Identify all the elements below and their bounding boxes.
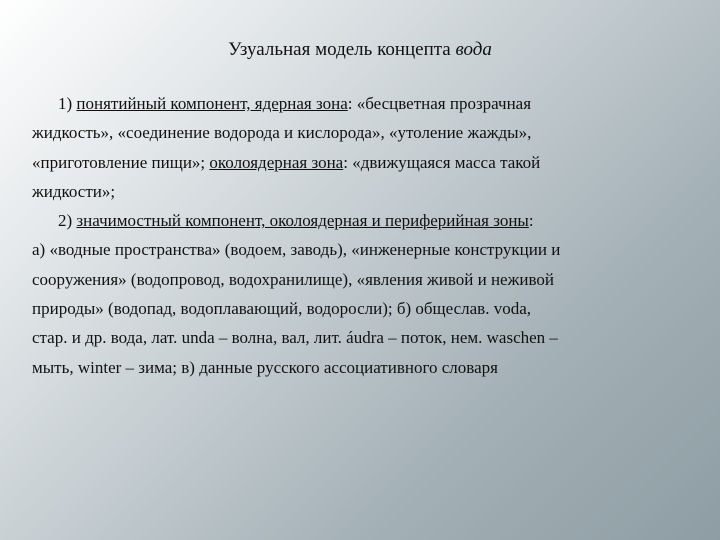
body-line-2 bbox=[32, 118, 692, 147]
underlined-term: понятийный компонент, ядерная зона bbox=[76, 94, 348, 113]
text-segment: жидкости»; bbox=[32, 181, 116, 201]
body-line-8 bbox=[32, 294, 692, 323]
text-segment: мыть, winter – зима; в) данные русского ассоциативного словаря bbox=[32, 357, 498, 377]
body-line-7 bbox=[32, 265, 692, 294]
text-segment: сооружения» (водопровод, водохранилище), «явления живой и неживой bbox=[32, 269, 554, 289]
underlined-term: значимостный компонент, околоядерная и периферийная зоны bbox=[76, 211, 529, 231]
body-line-1 bbox=[32, 89, 692, 118]
body-line-10 bbox=[32, 353, 692, 382]
text-segment: : «бесцветная прозрачная bbox=[347, 94, 532, 113]
text-segment: 1) bbox=[58, 94, 77, 113]
slide-body bbox=[32, 89, 692, 382]
text-segment: природы» (водопад, водоплавающий, водоросли); б) общеслав. voda, bbox=[32, 299, 532, 319]
body-line-3 bbox=[32, 148, 692, 177]
text-segment: : bbox=[528, 211, 534, 231]
body-line-4 bbox=[32, 177, 692, 206]
body-line-5 bbox=[32, 206, 692, 235]
text-segment: жидкость», «соединение водорода и кислорода», «утоление жажды», bbox=[32, 123, 532, 143]
body-line-9 bbox=[32, 323, 692, 352]
title-text: Узуальная модель концепта bbox=[228, 39, 456, 60]
text-segment: а) «водные пространства» (водоем, заводь), «инженерные конструкции и bbox=[32, 240, 561, 260]
text-segment: : «движущаяся масса такой bbox=[343, 152, 541, 172]
title-emphasis: вода bbox=[455, 39, 492, 60]
text-segment: «приготовление пищи»; bbox=[32, 152, 210, 172]
slide-title bbox=[0, 38, 720, 62]
text-segment: стар. и др. вода, лат. unda – волна, вал, лит. áudra – поток, нем. waschen – bbox=[32, 328, 558, 348]
body-line-6 bbox=[32, 235, 692, 264]
text-segment: 2) bbox=[58, 211, 77, 231]
underlined-term: околоядерная зона bbox=[209, 152, 344, 172]
